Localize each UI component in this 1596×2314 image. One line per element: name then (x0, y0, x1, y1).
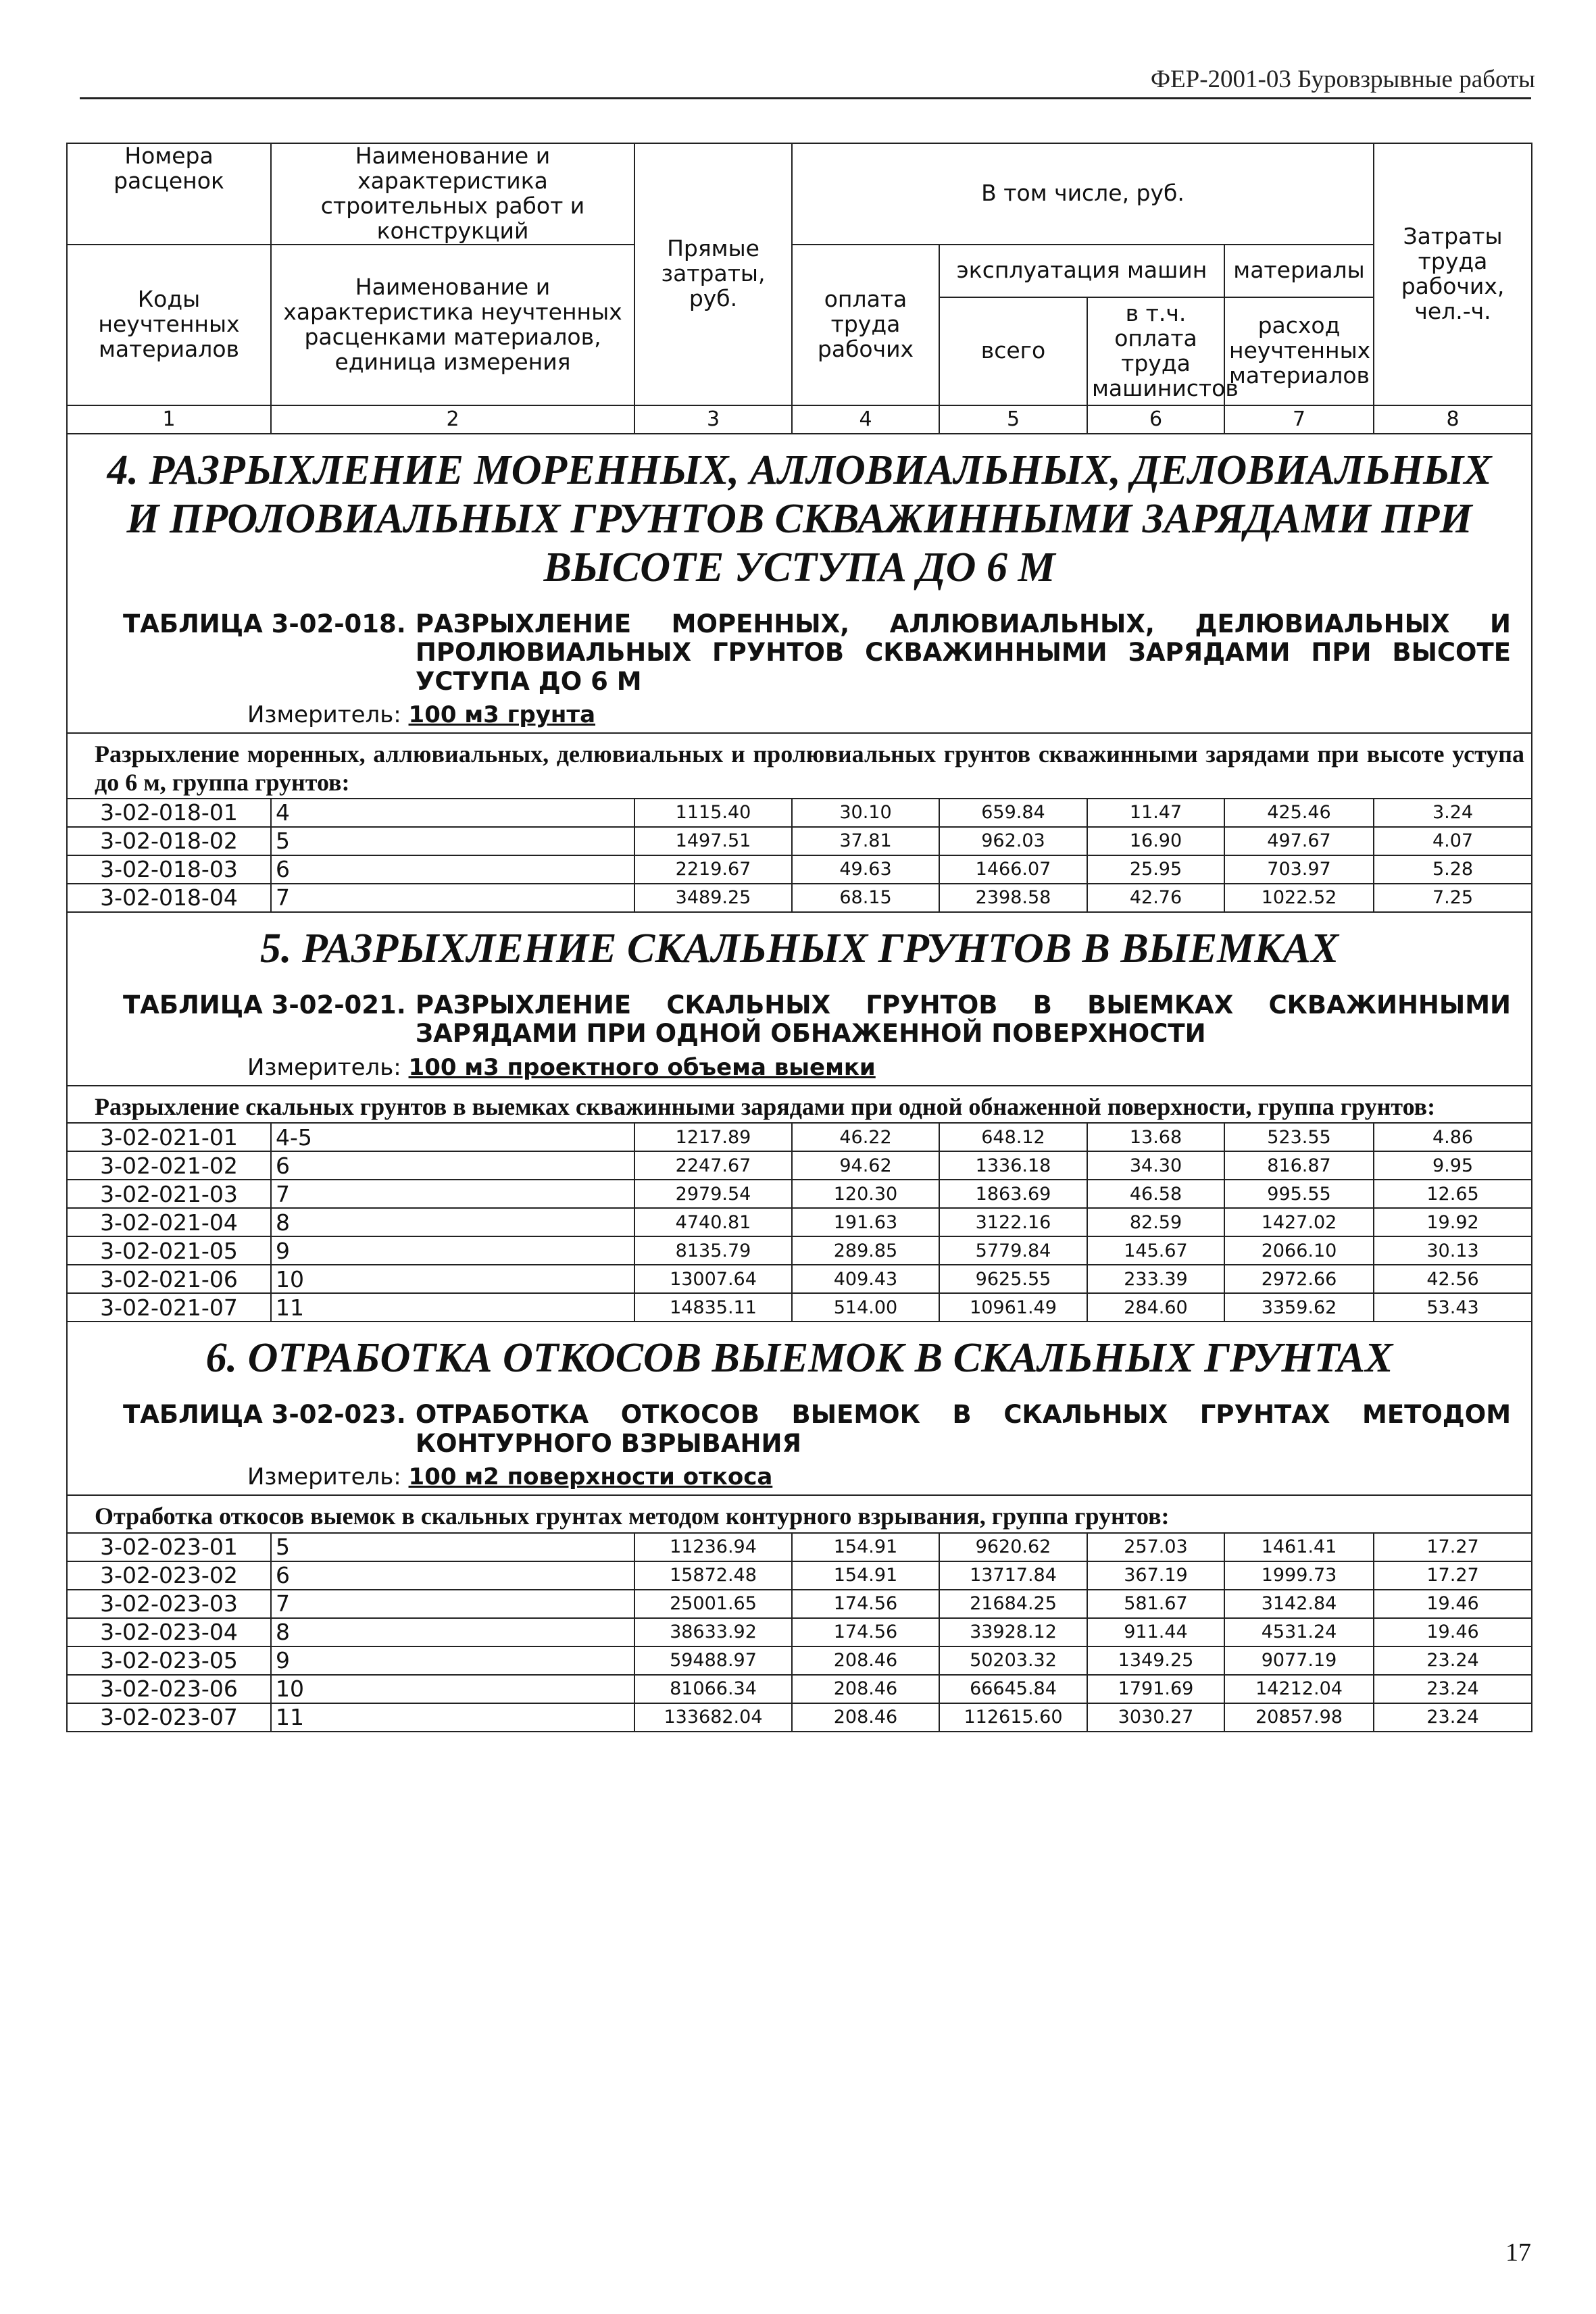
cell-group: 7 (271, 884, 634, 912)
cell-group: 4 (271, 799, 634, 827)
section-title: 5. РАЗРЫХЛЕНИЕ СКАЛЬНЫХ ГРУНТОВ В ВЫЕМКАХ (259, 925, 1339, 972)
cell-materials: 1999.73 (1224, 1561, 1374, 1590)
cell-code: 3-02-021-06 (67, 1265, 271, 1293)
unit-value: 100 м3 проектного объема выемки (408, 1053, 876, 1081)
cell-hours: 19.46 (1374, 1618, 1532, 1646)
cell-direct: 1217.89 (634, 1123, 792, 1151)
table-row (67, 1180, 1532, 1208)
cell-code: 3-02-018-01 (67, 799, 271, 827)
cell-materials: 4531.24 (1224, 1618, 1374, 1646)
section-title-row (67, 434, 1532, 733)
cell-direct: 59488.97 (634, 1646, 792, 1675)
cell-labor: 154.91 (792, 1533, 939, 1561)
cell-machines: 1466.07 (939, 855, 1087, 884)
column-number: 8 (1374, 405, 1532, 434)
cell-code: 3-02-021-04 (67, 1208, 271, 1236)
column-number: 4 (792, 405, 939, 434)
cell-hours: 42.56 (1374, 1265, 1532, 1293)
cell-machines: 3122.16 (939, 1208, 1087, 1236)
cell-group: 5 (271, 827, 634, 855)
cell-operators: 581.67 (1087, 1590, 1224, 1618)
cell-group: 6 (271, 1561, 634, 1590)
table-row (67, 1618, 1532, 1646)
cell-materials: 995.55 (1224, 1180, 1374, 1208)
section-title: 4. РАЗРЫХЛЕНИЕ МОРЕННЫХ, АЛЛОВИАЛЬНЫХ, ДЕЛОВИАЛЬНЫХ И ПРОЛОВИАЛЬНЫХ ГРУНТОВ СКВАЖИННЫМИ ЗАРЯДАМИ ПРИ ВЫСОТЕ УСТУПА ДО 6 М (107, 447, 1492, 590)
section-block (67, 434, 1532, 733)
column-number: 3 (634, 405, 792, 434)
table-title: РАЗРЫХЛЕНИЕ СКАЛЬНЫХ ГРУНТОВ В ВЫЕМКАХ СКВАЖИННЫМИ ЗАРЯДАМИ ПРИ ОДНОЙ ОБНАЖЕННОЙ ПОВЕРХНОСТИ (415, 990, 1512, 1049)
cell-direct: 1497.51 (634, 827, 792, 855)
col-header-operator-pay: в т.ч. оплата труда машинистов (1087, 297, 1224, 405)
cell-direct: 81066.34 (634, 1675, 792, 1703)
col-header-worker-pay: оплата труда рабочих (792, 245, 939, 405)
cell-code: 3-02-018-03 (67, 855, 271, 884)
table-code: ТАБЛИЦА 3-02-021. (123, 990, 406, 1020)
cell-labor: 37.81 (792, 827, 939, 855)
unit-label: Измеритель: (247, 701, 401, 729)
header-rule (80, 97, 1531, 99)
cell-materials: 2066.10 (1224, 1236, 1374, 1265)
col-header-machines: эксплуатация машин (939, 245, 1224, 297)
col-header-unaccounted-materials: расход неучтенных материалов (1224, 297, 1374, 405)
cell-group: 8 (271, 1618, 634, 1646)
cell-materials: 497.67 (1224, 827, 1374, 855)
group-header-row (67, 733, 1532, 799)
cell-code: 3-02-018-04 (67, 884, 271, 912)
cell-direct: 38633.92 (634, 1618, 792, 1646)
cell-group: 4-5 (271, 1123, 634, 1151)
column-number: 7 (1224, 405, 1374, 434)
cell-labor: 514.00 (792, 1293, 939, 1322)
cell-hours: 30.13 (1374, 1236, 1532, 1265)
cell-materials: 1427.02 (1224, 1208, 1374, 1236)
cell-materials: 1461.41 (1224, 1533, 1374, 1561)
cell-hours: 23.24 (1374, 1703, 1532, 1732)
cell-operators: 42.76 (1087, 884, 1224, 912)
table-caption (88, 991, 1511, 1049)
cell-code: 3-02-021-01 (67, 1123, 271, 1151)
cell-group: 6 (271, 1151, 634, 1180)
cell-machines: 13717.84 (939, 1561, 1087, 1590)
cell-labor: 289.85 (792, 1236, 939, 1265)
table-row (67, 1236, 1532, 1265)
cell-labor: 174.56 (792, 1590, 939, 1618)
section-title: 6. ОТРАБОТКА ОТКОСОВ ВЫЕМОК В СКАЛЬНЫХ ГРУНТАХ (205, 1335, 1393, 1382)
cell-code: 3-02-023-01 (67, 1533, 271, 1561)
group-header: Разрыхление моренных, аллювиальных, делювиальных и пролювиальных грунтов скважинными зарядами при высоте уступа до 6 м, группа грунтов: (67, 733, 1532, 799)
cell-materials: 20857.98 (1224, 1703, 1374, 1732)
cell-operators: 25.95 (1087, 855, 1224, 884)
header-row-2 (67, 245, 1532, 297)
unit-line (247, 1054, 1511, 1081)
cell-direct: 2979.54 (634, 1180, 792, 1208)
column-number-row (67, 405, 1532, 434)
cell-group: 9 (271, 1646, 634, 1675)
cell-direct: 3489.25 (634, 884, 792, 912)
cell-hours: 9.95 (1374, 1151, 1532, 1180)
cell-materials: 703.97 (1224, 855, 1374, 884)
col-header-machines-total: всего (939, 297, 1087, 405)
cell-machines: 66645.84 (939, 1675, 1087, 1703)
cell-group: 5 (271, 1533, 634, 1561)
cell-operators: 34.30 (1087, 1151, 1224, 1180)
cell-code: 3-02-021-05 (67, 1236, 271, 1265)
cell-labor: 409.43 (792, 1265, 939, 1293)
table-row (67, 1590, 1532, 1618)
unit-label: Измеритель: (247, 1463, 401, 1491)
group-header-row (67, 1086, 1532, 1123)
cell-code: 3-02-023-06 (67, 1675, 271, 1703)
cell-hours: 12.65 (1374, 1180, 1532, 1208)
section-title-row (67, 1322, 1532, 1495)
cell-direct: 15872.48 (634, 1561, 792, 1590)
cell-direct: 8135.79 (634, 1236, 792, 1265)
cell-materials: 14212.04 (1224, 1675, 1374, 1703)
cell-materials: 425.46 (1224, 799, 1374, 827)
col-header-work-name: Наименование и характеристика строительных работ и конструкций (271, 143, 634, 245)
cell-machines: 5779.84 (939, 1236, 1087, 1265)
table-row (67, 799, 1532, 827)
col-header-including: В том числе, руб. (792, 143, 1374, 245)
table-caption (88, 1401, 1511, 1458)
cell-direct: 25001.65 (634, 1590, 792, 1618)
cell-operators: 13.68 (1087, 1123, 1224, 1151)
cell-code: 3-02-023-05 (67, 1646, 271, 1675)
cell-operators: 911.44 (1087, 1618, 1224, 1646)
col-header-direct-costs: Прямые затраты, руб. (634, 143, 792, 405)
table-title: ОТРАБОТКА ОТКОСОВ ВЫЕМОК В СКАЛЬНЫХ ГРУНТАХ МЕТОДОМ КОНТУРНОГО ВЗРЫВАНИЯ (415, 1400, 1512, 1458)
cell-machines: 648.12 (939, 1123, 1087, 1151)
column-number: 5 (939, 405, 1087, 434)
cell-group: 9 (271, 1236, 634, 1265)
price-table (66, 143, 1532, 1732)
cell-materials: 523.55 (1224, 1123, 1374, 1151)
cell-labor: 154.91 (792, 1561, 939, 1590)
cell-machines: 112615.60 (939, 1703, 1087, 1732)
cell-machines: 962.03 (939, 827, 1087, 855)
cell-machines: 1336.18 (939, 1151, 1087, 1180)
table-code: ТАБЛИЦА 3-02-023. (123, 1400, 406, 1430)
cell-direct: 2219.67 (634, 855, 792, 884)
cell-operators: 284.60 (1087, 1293, 1224, 1322)
cell-machines: 21684.25 (939, 1590, 1087, 1618)
table-row (67, 855, 1532, 884)
cell-machines: 1863.69 (939, 1180, 1087, 1208)
section-block (67, 1322, 1532, 1495)
cell-hours: 19.46 (1374, 1590, 1532, 1618)
cell-direct: 4740.81 (634, 1208, 792, 1236)
cell-materials: 9077.19 (1224, 1646, 1374, 1675)
unit-line (247, 701, 1511, 728)
cell-hours: 53.43 (1374, 1293, 1532, 1322)
group-header: Отработка откосов выемок в скальных грунтах методом контурного взрывания, группа грунтов: (67, 1495, 1532, 1532)
group-header: Разрыхление скальных грунтов в выемках скважинными зарядами при одной обнаженной поверхности, группа грунтов: (67, 1086, 1532, 1123)
cell-hours: 4.86 (1374, 1123, 1532, 1151)
page-number: 17 (1505, 2238, 1531, 2267)
table-row (67, 1265, 1532, 1293)
cell-labor: 208.46 (792, 1675, 939, 1703)
cell-code: 3-02-023-04 (67, 1618, 271, 1646)
cell-machines: 9625.55 (939, 1265, 1087, 1293)
col-header-rate-numbers: Номера расценок (67, 143, 271, 245)
cell-hours: 17.27 (1374, 1561, 1532, 1590)
section-title-row (67, 912, 1532, 1086)
cell-code: 3-02-021-03 (67, 1180, 271, 1208)
unit-label: Измеритель: (247, 1053, 401, 1081)
table-row (67, 1533, 1532, 1561)
cell-labor: 208.46 (792, 1703, 939, 1732)
cell-labor: 174.56 (792, 1618, 939, 1646)
table-title: РАЗРЫХЛЕНИЕ МОРЕННЫХ, АЛЛЮВИАЛЬНЫХ, ДЕЛЮВИАЛЬНЫХ И ПРОЛЮВИАЛЬНЫХ ГРУНТОВ СКВАЖИННЫМИ ЗАРЯДАМИ ПРИ ВЫСОТЕ УСТУПА ДО 6 М (415, 609, 1512, 696)
cell-code: 3-02-023-07 (67, 1703, 271, 1732)
cell-machines: 2398.58 (939, 884, 1087, 912)
cell-group: 11 (271, 1293, 634, 1322)
group-header-row (67, 1495, 1532, 1532)
table-row (67, 884, 1532, 912)
cell-labor: 94.62 (792, 1151, 939, 1180)
cell-hours: 19.92 (1374, 1208, 1532, 1236)
unit-value: 100 м2 поверхности откоса (408, 1463, 773, 1491)
cell-operators: 82.59 (1087, 1208, 1224, 1236)
column-number: 1 (67, 405, 271, 434)
unit-value: 100 м3 грунта (408, 701, 596, 729)
cell-operators: 1791.69 (1087, 1675, 1224, 1703)
cell-hours: 5.28 (1374, 855, 1532, 884)
table-row (67, 1208, 1532, 1236)
cell-labor: 120.30 (792, 1180, 939, 1208)
cell-labor: 208.46 (792, 1646, 939, 1675)
cell-operators: 257.03 (1087, 1533, 1224, 1561)
col-header-material-codes: Коды неучтенных материалов (67, 245, 271, 405)
table-code: ТАБЛИЦА 3-02-018. (123, 609, 406, 638)
cell-group: 10 (271, 1265, 634, 1293)
table-row (67, 1561, 1532, 1590)
cell-labor: 191.63 (792, 1208, 939, 1236)
table-row (67, 1675, 1532, 1703)
table-caption (88, 610, 1511, 697)
cell-operators: 367.19 (1087, 1561, 1224, 1590)
cell-group: 11 (271, 1703, 634, 1732)
cell-operators: 46.58 (1087, 1180, 1224, 1208)
table-body (67, 143, 1532, 1732)
cell-hours: 3.24 (1374, 799, 1532, 827)
column-number: 6 (1087, 405, 1224, 434)
cell-hours: 17.27 (1374, 1533, 1532, 1561)
cell-operators: 3030.27 (1087, 1703, 1224, 1732)
cell-code: 3-02-023-02 (67, 1561, 271, 1590)
cell-direct: 2247.67 (634, 1151, 792, 1180)
cell-operators: 233.39 (1087, 1265, 1224, 1293)
table-row (67, 1123, 1532, 1151)
cell-hours: 23.24 (1374, 1675, 1532, 1703)
cell-materials: 2972.66 (1224, 1265, 1374, 1293)
cell-machines: 10961.49 (939, 1293, 1087, 1322)
cell-machines: 50203.32 (939, 1646, 1087, 1675)
cell-operators: 11.47 (1087, 799, 1224, 827)
cell-labor: 30.10 (792, 799, 939, 827)
cell-materials: 816.87 (1224, 1151, 1374, 1180)
table-row (67, 1293, 1532, 1322)
cell-group: 6 (271, 855, 634, 884)
cell-labor: 68.15 (792, 884, 939, 912)
cell-machines: 9620.62 (939, 1533, 1087, 1561)
cell-direct: 13007.64 (634, 1265, 792, 1293)
cell-group: 8 (271, 1208, 634, 1236)
cell-operators: 16.90 (1087, 827, 1224, 855)
cell-labor: 46.22 (792, 1123, 939, 1151)
cell-direct: 11236.94 (634, 1533, 792, 1561)
cell-group: 10 (271, 1675, 634, 1703)
cell-group: 7 (271, 1180, 634, 1208)
col-header-material-name: Наименование и характеристика неучтенных расценками материалов, единица измерения (271, 245, 634, 405)
table-row (67, 1151, 1532, 1180)
cell-direct: 133682.04 (634, 1703, 792, 1732)
cell-code: 3-02-023-03 (67, 1590, 271, 1618)
col-header-materials: материалы (1224, 245, 1374, 297)
cell-code: 3-02-018-02 (67, 827, 271, 855)
unit-line (247, 1463, 1511, 1490)
col-header-labor-hours: Затраты труда рабочих, чел.-ч. (1374, 143, 1532, 405)
cell-group: 7 (271, 1590, 634, 1618)
cell-code: 3-02-021-07 (67, 1293, 271, 1322)
cell-hours: 4.07 (1374, 827, 1532, 855)
section-block (67, 912, 1532, 1086)
cell-machines: 33928.12 (939, 1618, 1087, 1646)
cell-machines: 659.84 (939, 799, 1087, 827)
cell-operators: 145.67 (1087, 1236, 1224, 1265)
running-header: ФЕР-2001-03 Буровзрывные работы (1150, 66, 1535, 93)
cell-hours: 23.24 (1374, 1646, 1532, 1675)
cell-operators: 1349.25 (1087, 1646, 1224, 1675)
cell-materials: 1022.52 (1224, 884, 1374, 912)
table-row (67, 827, 1532, 855)
header-row-1 (67, 143, 1532, 245)
cell-hours: 7.25 (1374, 884, 1532, 912)
table-row (67, 1703, 1532, 1732)
column-number: 2 (271, 405, 634, 434)
table-row (67, 1646, 1532, 1675)
cell-materials: 3359.62 (1224, 1293, 1374, 1322)
cell-labor: 49.63 (792, 855, 939, 884)
cell-code: 3-02-021-02 (67, 1151, 271, 1180)
cell-direct: 1115.40 (634, 799, 792, 827)
cell-materials: 3142.84 (1224, 1590, 1374, 1618)
cell-direct: 14835.11 (634, 1293, 792, 1322)
